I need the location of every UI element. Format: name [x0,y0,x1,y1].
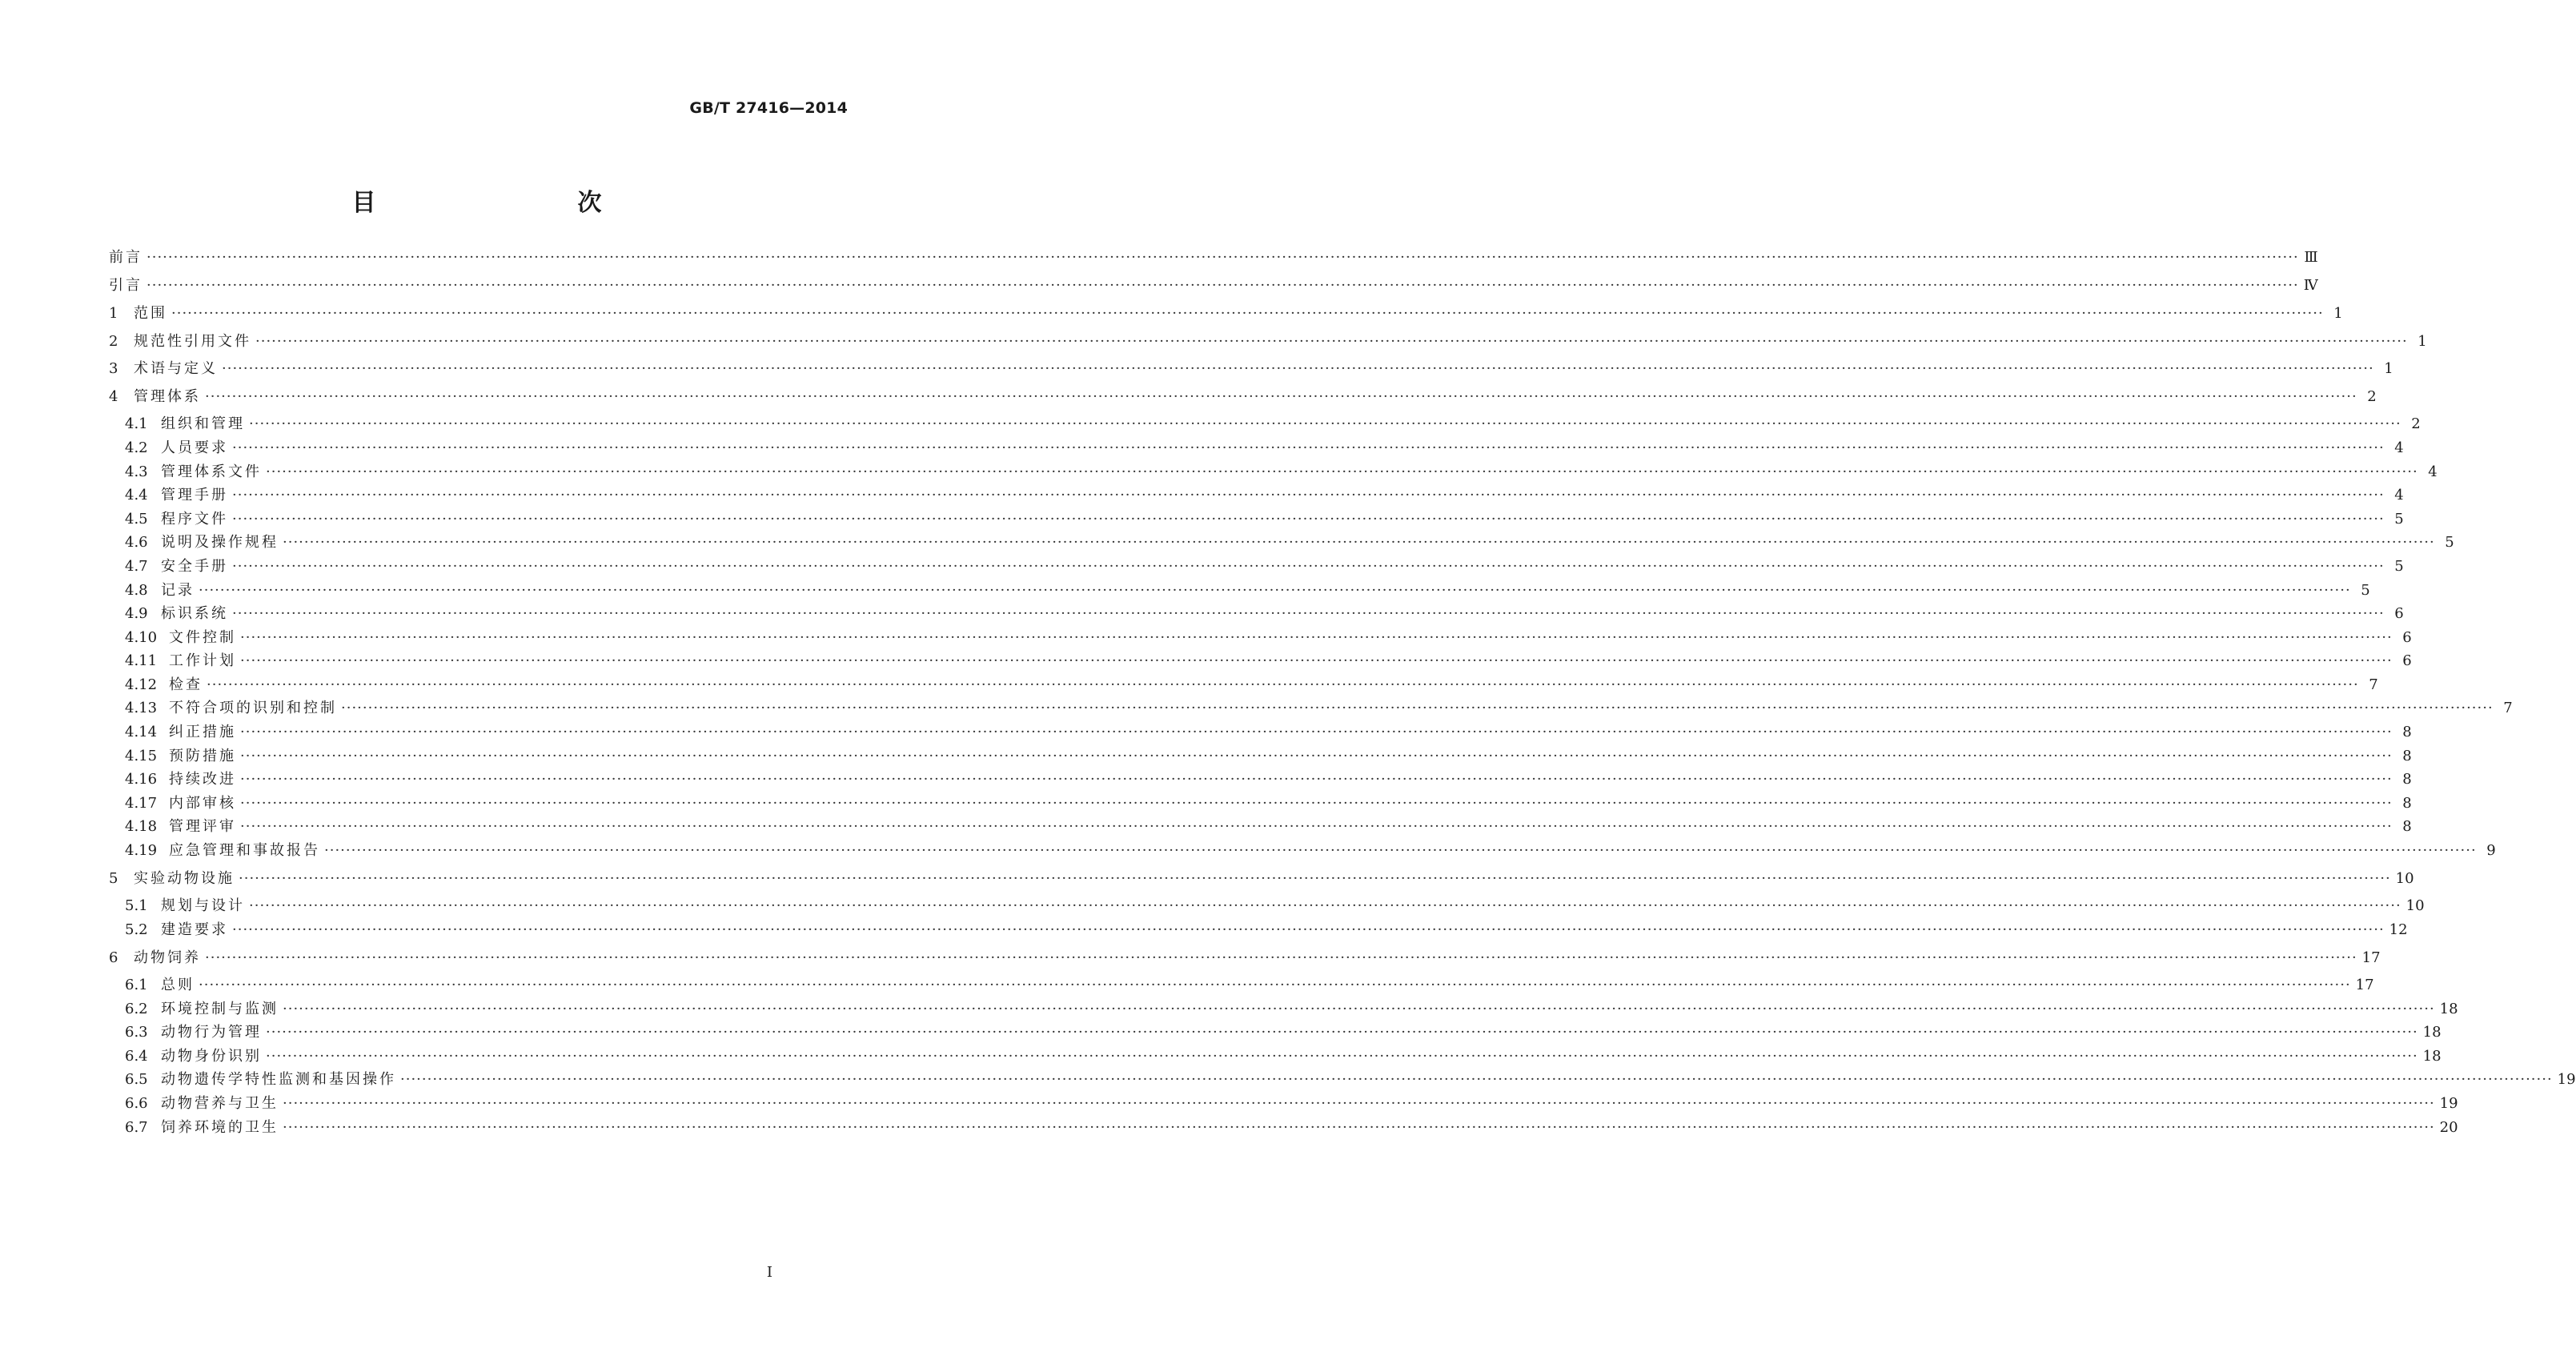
toc-entry-title: 引言 [109,277,142,294]
toc-entry[interactable] [109,249,2318,267]
toc-entry-number: 5.1 [125,897,148,914]
toc-entry[interactable] [125,771,2412,788]
toc-entry[interactable] [125,1119,2458,1137]
toc-entry-page: 8 [2402,748,2412,764]
toc-entry-title: 饲养环境的卫生 [161,1119,279,1136]
toc-entry[interactable] [125,724,2412,741]
toc-leader-dots: ················································································································································································································································································································································································································ [341,700,2494,716]
toc-entry-page: 1 [2384,360,2393,377]
toc-leader-dots: ················································································································································································································································································································································································································ [222,360,2374,377]
toc-entry-page: 5 [2394,511,2404,528]
toc-entry-title: 实验动物设施 [134,870,235,887]
toc-entry-title: 预防措施 [169,748,236,764]
toc-leader-dots: ················································································································································································································································································································································································································ [232,511,2385,528]
toc-entry[interactable] [125,977,2374,994]
toc-entry-title: 纠正措施 [169,724,236,740]
toc-entry-page: 19 [2439,1095,2458,1112]
toc-entry-number: 4.4 [125,487,148,503]
toc-entry-page: 1 [2418,333,2427,350]
toc-entry[interactable] [125,795,2412,812]
toc-entry-page: 8 [2402,724,2412,740]
toc-leader-dots: ················································································································································································································································································································································································································ [232,921,2385,938]
toc-entry-page: 7 [2503,700,2513,716]
toc-entry-number: 4 [109,388,118,405]
toc-entry-number: 4.9 [125,605,148,622]
toc-leader-dots: ················································································································································································································································································································································································································ [266,1048,2418,1065]
toc-leader-dots: ················································································································································································································································································································································································································ [199,582,2351,599]
toc-entry[interactable] [125,1095,2458,1113]
toc-entry-number: 6.2 [125,1001,148,1017]
toc-entry-page: 5 [2361,582,2370,599]
toc-entry-page: 6 [2394,605,2404,622]
toc-entry-title: 记录 [161,582,195,599]
toc-entry-number: 4.5 [125,511,148,528]
toc-entry-title: 安全手册 [161,558,228,575]
toc-entry-number: 6.1 [125,977,148,993]
toc-entry-number: 4.11 [125,652,158,669]
toc-entry-number: 4.13 [125,700,158,716]
toc-entry-page: 18 [2422,1024,2442,1041]
toc-entry[interactable] [109,360,2393,378]
toc-leader-dots: ················································································································································································································································································································································································································ [232,558,2385,575]
toc-entry[interactable] [125,842,2496,860]
toc-entry[interactable] [125,415,2421,433]
toc-leader-dots: ················································································································································································································································································································································································································ [240,724,2393,740]
toc-entry[interactable] [109,333,2427,351]
toc-entry-page: 8 [2402,771,2412,788]
toc-leader-dots: ················································································································································································································································································································································································································ [266,1024,2418,1041]
toc-entry-number: 6 [109,949,118,966]
toc-entry-number: 4.1 [125,415,148,432]
toc-entry[interactable] [125,921,2408,939]
toc-entry-number: 6.6 [125,1095,148,1112]
toc-entry-page: 9 [2486,842,2496,859]
toc-entry-page: 18 [2439,1001,2458,1017]
toc-entry-number: 4.18 [125,818,158,835]
toc-entry-title: 内部审核 [169,795,236,812]
toc-entry[interactable] [109,870,2414,888]
toc-entry-page: 7 [2369,676,2378,693]
toc-entry[interactable] [125,439,2404,457]
toc-entry-title: 规划与设计 [161,897,245,914]
toc-entry-title: 检查 [169,676,203,693]
toc-leader-dots: ················································································································································································································································································································································································································ [232,439,2385,456]
toc-entry-page: 10 [2395,870,2414,887]
toc-entry-page: 18 [2422,1048,2442,1065]
toc-entry[interactable] [125,582,2370,600]
toc-leader-dots: ················································································································································································································································································································································································································ [239,870,2391,887]
toc-leader-dots: ················································································································································································································································································································································································································ [205,949,2357,966]
toc-entry[interactable] [125,1048,2442,1065]
toc-entry-title: 动物遗传学特性监测和基因操作 [161,1071,396,1088]
toc-leader-dots: ················································································································································································································································································································································································································ [283,1095,2435,1112]
toc-entry-number: 5.2 [125,921,148,938]
toc-entry[interactable] [109,949,2381,967]
toc-entry-title: 环境控制与监测 [161,1001,279,1017]
toc-entry[interactable] [125,487,2404,504]
toc-leader-dots: ················································································································································································································································································································································································································ [205,388,2357,405]
toc-entry-number: 6.4 [125,1048,148,1065]
toc-leader-dots: ················································································································································································································································································································································································································ [232,487,2385,503]
toc-entry-title: 持续改进 [169,771,236,788]
toc-entry-number: 2 [109,333,118,350]
toc-entry-number: 1 [109,305,118,322]
toc-entry-number: 4.10 [125,629,158,646]
toc-entry-title: 总则 [161,977,195,993]
toc-entry[interactable] [125,1071,2576,1089]
toc-leader-dots: ················································································································································································································································································································································································································ [283,534,2435,551]
toc-entry-title: 管理手册 [161,487,228,503]
toc-entry-page: 1 [2333,305,2343,322]
toc-entry-page: 6 [2402,652,2412,669]
toc-entry-page: Ⅳ [2303,277,2318,294]
toc-entry-number: 4.12 [125,676,158,693]
toc-entry-number: 4.17 [125,795,158,812]
toc-leader-dots: ················································································································································································································································································································································································································ [255,333,2408,350]
toc-entry-number: 6.5 [125,1071,148,1088]
toc-entry[interactable] [125,748,2412,765]
toc-entry[interactable] [125,511,2404,528]
toc-entry[interactable] [125,605,2404,623]
toc-leader-dots: ················································································································································································································································································································································································································ [240,795,2393,812]
toc-entry-page: 20 [2439,1119,2458,1136]
toc-entry[interactable] [125,558,2404,576]
toc-entry-title: 规范性引用文件 [134,333,251,350]
toc-entry-page: 10 [2405,897,2425,914]
toc-entry-page: 19 [2557,1071,2576,1088]
toc-entry-page: 17 [2361,949,2381,966]
toc-entry-number: 4.15 [125,748,158,764]
toc-entry-number: 4.7 [125,558,148,575]
toc-entry-page: 2 [2367,388,2377,405]
toc-entry-title: 说明及操作规程 [161,534,279,551]
toc-entry[interactable] [125,676,2378,694]
toc-leader-dots: ················································································································································································································································································································································································································ [232,605,2385,622]
toc-entry-number: 3 [109,360,118,377]
toc-entry-title: 动物身份识别 [161,1048,262,1065]
toc-entry-number: 4.6 [125,534,148,551]
toc-entry-title: 动物行为管理 [161,1024,262,1041]
toc-entry[interactable] [125,700,2513,717]
toc-entry[interactable] [109,305,2343,323]
toc-leader-dots: ················································································································································································································································································································································································································ [207,676,2359,693]
toc-entry-page: 17 [2355,977,2374,993]
toc-entry-number: 4.8 [125,582,148,599]
toc-entry[interactable] [109,277,2318,295]
toc-entry[interactable] [125,818,2412,836]
toc-entry-title: 范围 [134,305,167,322]
toc-leader-dots: ················································································································································································································································································································································································································ [240,629,2393,646]
toc-entry-title: 管理体系文件 [161,463,262,480]
toc-leader-dots: ················································································································································································································································································································································································································ [324,842,2477,859]
toc-entry-title: 组织和管理 [161,415,245,432]
toc-entry-title: 建造要求 [161,921,228,938]
toc-entry-title: 标识系统 [161,605,228,622]
toc-leader-dots: ················································································································································································································································································································································································································ [199,977,2351,993]
toc-entry-number: 4.14 [125,724,158,740]
toc-entry-page: 4 [2394,487,2404,503]
toc-entry-title: 管理评审 [169,818,236,835]
toc-leader-dots: ················································································································································································································································································································································································································ [171,305,2324,322]
toc-entry-title: 文件控制 [169,629,236,646]
toc-entry-title: 术语与定义 [134,360,218,377]
toc-entry-title: 前言 [109,249,142,266]
toc-entry-title: 工作计划 [169,652,236,669]
toc-entry-number: 4.2 [125,439,148,456]
toc-leader-dots: ················································································································································································································································································································································································································ [240,771,2393,788]
toc-entry-number: 4.19 [125,842,158,859]
toc-entry-number: 4.16 [125,771,158,788]
toc-entry[interactable] [125,1001,2458,1018]
toc-entry[interactable] [125,897,2425,915]
toc-entry-title: 应急管理和事故报告 [169,842,320,859]
toc-entry-number: 6.3 [125,1024,148,1041]
toc-entry-page: 4 [2428,463,2438,480]
toc-entry-page: 12 [2389,921,2408,938]
toc-entry[interactable] [109,388,2377,406]
toc-entry-page: 6 [2402,629,2412,646]
toc-leader-dots: ················································································································································································································································································································································································································ [240,818,2393,835]
toc-leader-dots: ················································································································································································································································································································································································································ [400,1071,2553,1088]
toc-entry-title: 人员要求 [161,439,228,456]
toc-entry-page: Ⅲ [2304,249,2318,266]
toc-entry[interactable] [125,1024,2442,1041]
toc-leader-dots: ················································································································································································································································································································································································································ [249,415,2401,432]
toc-entry[interactable] [125,629,2412,647]
toc-entry-title: 程序文件 [161,511,228,528]
toc-title: 目 次 [351,189,653,217]
page-number: Ⅰ [766,1264,772,1281]
toc-leader-dots: ················································································································································································································································································································································································································ [146,277,2299,294]
toc-entry-page: 5 [2394,558,2404,575]
toc-entry-page: 4 [2394,439,2404,456]
toc-leader-dots: ················································································································································································································································································································································································································ [249,897,2401,914]
toc-entry-page: 8 [2402,818,2412,835]
toc-leader-dots: ················································································································································································································································································································································································································ [283,1001,2435,1017]
toc-entry-page: 8 [2402,795,2412,812]
standard-code: GB/T 27416—2014 [689,99,848,117]
toc-entry-page: 2 [2411,415,2421,432]
toc-leader-dots: ················································································································································································································································································································································································································ [266,463,2418,480]
toc-entry-number: 5 [109,870,118,887]
toc-entry-title: 管理体系 [134,388,201,405]
toc-entry-number: 6.7 [125,1119,148,1136]
toc-entry[interactable] [125,463,2438,481]
toc-leader-dots: ················································································································································································································································································································································································································ [240,652,2393,669]
toc-entry[interactable] [125,534,2454,552]
toc-entry-title: 动物营养与卫生 [161,1095,279,1112]
toc-leader-dots: ················································································································································································································································································································································································································ [146,249,2299,266]
toc-entry-title: 动物饲养 [134,949,201,966]
toc-entry-number: 4.3 [125,463,148,480]
toc-leader-dots: ················································································································································································································································································································································································································ [283,1119,2435,1136]
toc-entry-page: 5 [2445,534,2454,551]
toc-leader-dots: ················································································································································································································································································································································································································ [240,748,2393,764]
toc-entry-title: 不符合项的识别和控制 [169,700,337,716]
toc-entry[interactable] [125,652,2412,670]
